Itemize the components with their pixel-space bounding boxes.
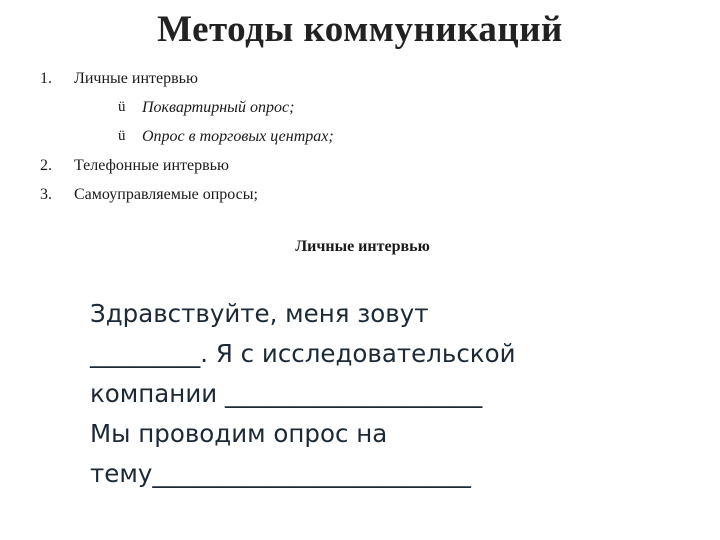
script-line: Мы проводим опрос на	[90, 419, 388, 448]
list-item	[40, 151, 680, 180]
slide-title: Методы коммуникаций	[157, 9, 563, 50]
script-line: тему__________________________	[90, 459, 471, 488]
list-item-number: 2.	[40, 157, 52, 174]
sub-list-item-text: Поквартирный опрос;	[142, 99, 295, 116]
checkmark-icon: ü	[118, 128, 126, 144]
sub-list-item	[40, 122, 680, 151]
list-item-text: Телефонные интервью	[74, 157, 229, 174]
checkmark-icon: ü	[118, 99, 126, 115]
list-item	[40, 64, 680, 93]
section-subheading: Личные интервью	[295, 238, 430, 255]
sub-list-item-text: Опрос в торговых центрах;	[142, 128, 334, 145]
script-line: компании _____________________	[90, 379, 483, 408]
list-item	[40, 180, 680, 209]
script-line: _________. Я с исследовательской	[90, 339, 516, 368]
list-item-number: 3.	[40, 186, 52, 203]
interview-script	[90, 294, 690, 494]
list-item-number: 1.	[40, 70, 52, 87]
sub-list-item	[40, 93, 680, 122]
list-item-text: Самоуправляемые опросы;	[74, 186, 258, 203]
methods-list	[40, 64, 680, 209]
script-line: Здравствуйте, меня зовут	[90, 299, 429, 328]
list-item-text: Личные интервью	[74, 70, 198, 87]
